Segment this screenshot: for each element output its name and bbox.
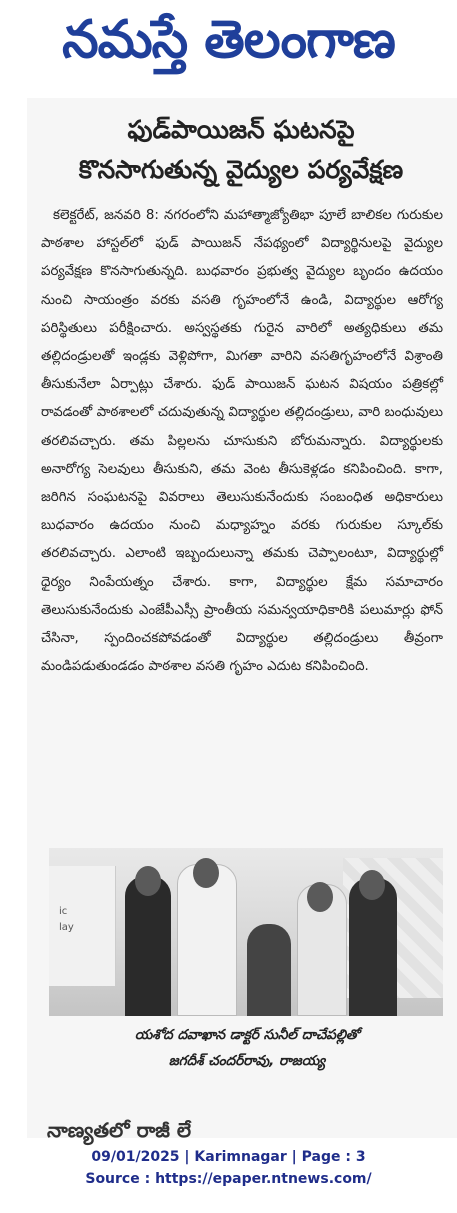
footer [0, 1146, 457, 1190]
medical-equipment [247, 924, 291, 1016]
headline-line-1: ఫుడ్‌పాయిజన్ ఘటనపై [127, 115, 355, 144]
next-article-fragment: నాణ్యతలో రాజీ లే [47, 1118, 192, 1142]
headline [31, 110, 451, 190]
caption-line-1: యశోద దవాఖాన డాక్టర్ సునీల్ దాచేపల్లితో [134, 1027, 360, 1043]
article-body: కలెక్టరేట్, జనవరి 8: నగరంలోని మహాత్మాజ్యోతిభా పూలే బాలికల గురుకుల పాఠశాల హాస్టల్‌లో ఫుడ్ పాయిజన్ నేపథ్యంలో విద్యార్థినులపై వైద్యుల పర్యవేక్షణ కొనసాగుతున్నది. బుధవారం ప్రభుత్వ వైద్యుల బృందం ఉదయం నుంచి సాయంత్రం వరకు వసతి గృహంలోనే ఉండి, విద్యార్థుల ఆరోగ్య పరిస్థితులు పరీక్షించారు. అస్వస్థతకు గురైన వారిలో అత్యధికులు తమ తల్లిదండ్రులతో ఇండ్లకు వెళ్లిపోగా, మిగతా వారిని వసతిగృహంలోనే విశ్రాంతి తీసుకునేలా ఏర్పాట్లు చేశారు. ఫుడ్ పాయిజన్ ఘటన విషయం పత్రికల్లో రావడంతో పాఠశాలలో చదువుతున్న విద్యార్థుల తల్లిదండ్రులు, వారి బంధువులు తరలివచ్చారు. తమ పిల్లలను చూసుకుని బోరుమన్నారు. విద్యార్థులకు అనారోగ్య సెలవులు తీసుకుని, తమ వెంట తీసుకెళ్లడం కనిపించింది. కాగా, జరిగిన సంఘటనపై వివరాలు తెలుసుకునేందుకు సంబంధిత అధికారులు బుధవారం ఉదయం నుంచి మధ్యాహ్నం వరకు గురుకుల స్కూల్‌కు తరలివచ్చారు. ఎలాంటి ఇబ్బందులున్నా తమకు చెప్పాలంటూ, విద్యార్థుల్లో ధైర్యం నింపేయత్నం చేశారు. కాగా, విద్యార్థుల క్షేమ సమాచారం తెలుసుకునేందుకు ఎంజేపీఎస్సీ ప్రాంతీయ సమన్వయాధికారికి పలుమార్లు ఫోన్ చేసినా, స్పందించకపోవడంతో విద్యార్థుల తల్లిదండ్రులు తీవ్రంగా మండిపడుతుండడం పాఠశాల వసతి గృహం ఎదుట కనిపించింది. [41, 208, 443, 675]
masthead [0, 0, 457, 80]
footer-date-edition: 09/01/2025 | Karimnagar | Page : 3 [91, 1149, 366, 1165]
banner-text-2: lay [59, 922, 74, 933]
footer-source: Source : https://epaper.ntnews.com/ [85, 1171, 372, 1187]
news-photo [49, 848, 443, 1016]
newspaper-name: నమస్తే తెలంగాణ [62, 10, 395, 70]
headline-line-2: కొనసాగుతున్న వైద్యుల పర్యవేక్షణ [78, 155, 404, 184]
person-1 [125, 876, 171, 1016]
banner-text-1: ic [59, 906, 68, 917]
caption-line-2: జగదీశ్ చందర్‌రావు, రాజయ్య [168, 1053, 326, 1069]
person-4-head [359, 870, 385, 900]
person-3-head [307, 882, 333, 912]
photo-banner [49, 866, 116, 986]
person-2-head [193, 858, 219, 888]
photo-caption [67, 1022, 427, 1074]
person-1-head [135, 866, 161, 896]
